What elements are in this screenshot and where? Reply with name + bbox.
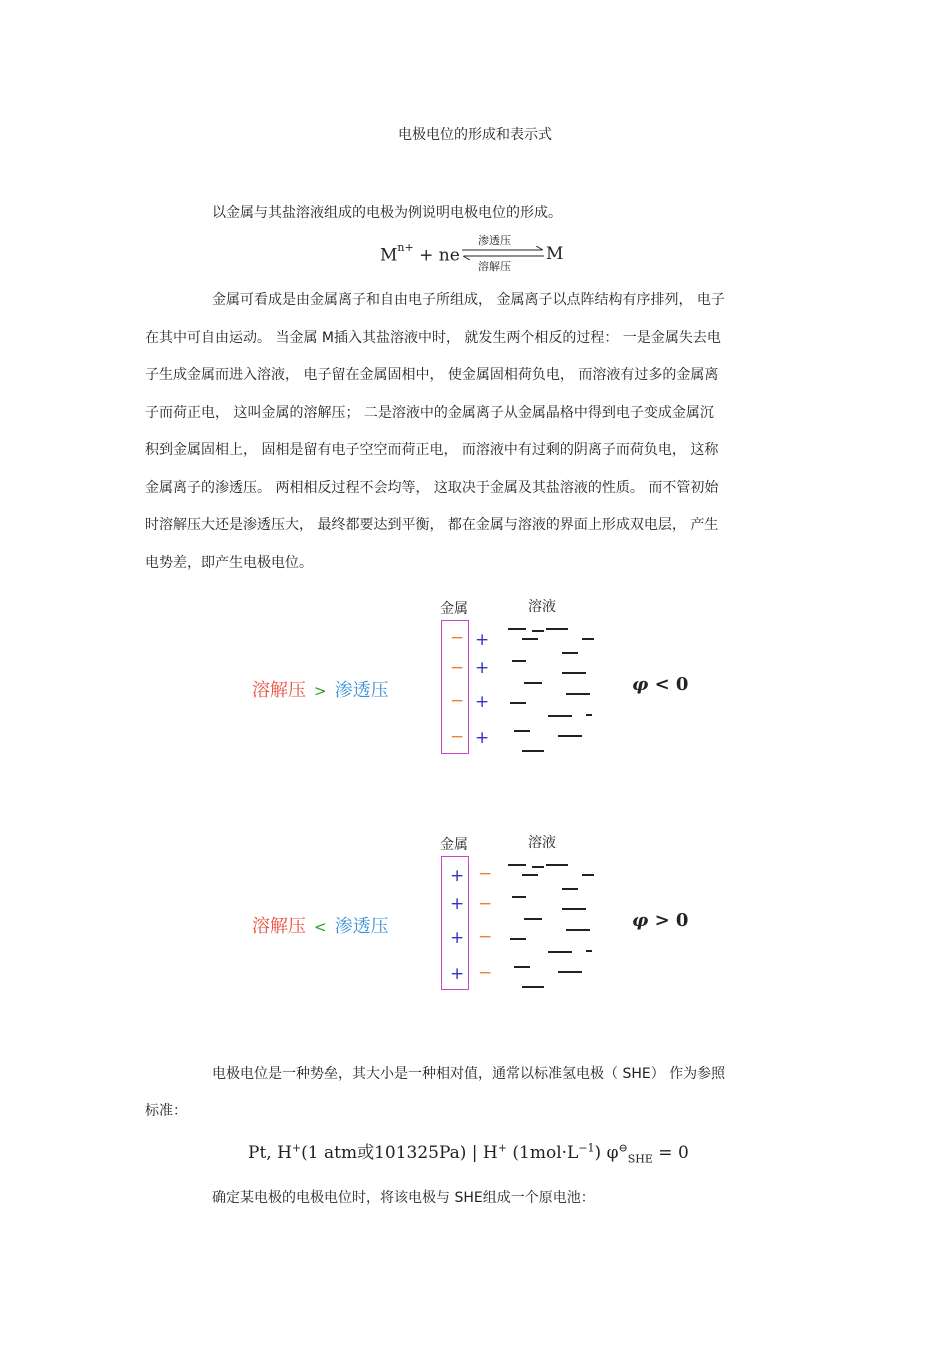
anion-mark xyxy=(566,929,590,931)
paragraph-line: 金属可看成是由金属离子和自由电子所组成， 金属离子以点阵结构有序排列， 电子 xyxy=(212,292,725,308)
metal-label: 金属 xyxy=(440,837,468,853)
solution-charge: + xyxy=(475,630,490,650)
anion-mark xyxy=(562,908,586,910)
paragraph-line: 时溶解压大还是渗透压大， 最终都要达到平衡， 都在金属与溶液的界面上形成双电层， 产生 xyxy=(145,517,719,533)
paragraph-line: 电势差，即产生电极电位。 xyxy=(145,555,313,571)
solution-charge: − xyxy=(478,963,493,983)
reaction-equation xyxy=(380,232,580,272)
anion-mark xyxy=(524,682,542,684)
closing-text: 确定某电极的电极电位时，将该电极与 SHE组成一个原电池： xyxy=(212,1190,595,1206)
metal-charge: − xyxy=(450,727,465,747)
anion-mark xyxy=(562,652,578,654)
anion-mark xyxy=(522,638,538,640)
arrow-top-label: 渗透压 xyxy=(478,234,511,247)
intro-text: 以金属与其盐溶液组成的电极为例说明电极电位的形成。 xyxy=(212,205,562,221)
metal-label: 金属 xyxy=(440,601,468,617)
reaction-left: $M^{n+}$ + ne xyxy=(380,241,460,266)
anion-mark xyxy=(510,702,526,704)
anion-mark xyxy=(522,750,544,752)
anion-mark xyxy=(508,864,526,866)
reaction-right: M xyxy=(546,244,564,264)
paragraph-line: 在其中可自由运动。 当金属 M插入其盐溶液中时， 就发生两个相反的过程： 一是金属失去电 xyxy=(145,330,721,346)
metal-charge: + xyxy=(450,866,465,886)
anion-mark xyxy=(586,950,592,952)
paragraph-2-line: 标准： xyxy=(145,1103,187,1119)
anion-mark xyxy=(512,896,526,898)
arrow-bottom-label: 溶解压 xyxy=(478,260,511,273)
potential-sign: φ > 0 xyxy=(632,910,689,931)
page-title: 电极电位的形成和表示式 xyxy=(398,127,552,143)
solution-charge: + xyxy=(475,728,490,748)
osmotic-pressure-label: 渗透压 xyxy=(334,916,389,937)
paragraph-line: 子而荷正电， 这叫金属的溶解压； 二是溶液中的金属离子从金属晶格中得到电子变成金属沉 xyxy=(145,405,714,421)
relation-operator: < xyxy=(314,918,327,936)
solution-charge: − xyxy=(478,864,493,884)
anion-mark xyxy=(510,938,526,940)
anion-mark xyxy=(512,660,526,662)
relation-operator: > xyxy=(314,682,327,700)
anion-mark xyxy=(532,630,544,632)
metal-charge: + xyxy=(450,928,465,948)
anion-mark xyxy=(522,874,538,876)
paragraph-2-line: 电极电位是一种势垒，其大小是一种相对值，通常以标准氢电极（ SHE） 作为参照 xyxy=(212,1066,726,1082)
anion-mark xyxy=(586,714,592,716)
anion-mark xyxy=(514,966,530,968)
osmotic-pressure-label: 渗透压 xyxy=(334,680,389,701)
double-layer-diagram-positive xyxy=(230,834,710,1014)
anion-mark xyxy=(508,628,526,630)
metal-charge: − xyxy=(450,691,465,711)
anion-mark xyxy=(566,693,590,695)
anion-mark xyxy=(522,986,544,988)
anion-mark xyxy=(514,730,530,732)
potential-sign: φ < 0 xyxy=(632,674,689,695)
solution-charge: − xyxy=(478,927,493,947)
metal-charge: − xyxy=(450,658,465,678)
anion-mark xyxy=(546,628,568,630)
metal-charge: + xyxy=(450,894,465,914)
anion-mark xyxy=(582,874,594,876)
she-equation: Pt, H+(1 atm或101325Pa) | H+ $(1mol\cdot L^{-1}) \varphi^⊖_{SHE} = 0$ xyxy=(248,1141,689,1166)
metal-charge: − xyxy=(450,628,465,648)
anion-mark xyxy=(562,672,586,674)
anion-mark xyxy=(558,735,582,737)
solution-label: 溶液 xyxy=(528,599,556,615)
anion-mark xyxy=(546,864,568,866)
anion-mark xyxy=(532,866,544,868)
solution-charge: + xyxy=(475,658,490,678)
anion-mark xyxy=(562,888,578,890)
solution-label: 溶液 xyxy=(528,835,556,851)
anion-mark xyxy=(524,918,542,920)
pressure-relation xyxy=(252,676,389,702)
solution-charge: − xyxy=(478,894,493,914)
pressure-relation xyxy=(252,912,389,938)
paragraph-line: 积到金属固相上， 固相是留有电子空空而荷正电， 而溶液中有过剩的阴离子而荷负电， 这称 xyxy=(145,442,719,458)
dissolution-pressure-label: 溶解压 xyxy=(252,916,306,937)
dissolution-pressure-label: 溶解压 xyxy=(252,680,306,701)
paragraph-line: 金属离子的渗透压。 两相相反过程不会均等， 这取决于金属及其盐溶液的性质。 而不管初始 xyxy=(145,480,719,496)
anion-mark xyxy=(582,638,594,640)
metal-charge: + xyxy=(450,964,465,984)
paragraph-line: 子生成金属而进入溶液， 电子留在金属固相中， 使金属固相荷负电， 而溶液有过多的金属离 xyxy=(145,367,719,383)
solution-charge: + xyxy=(475,692,490,712)
anion-mark xyxy=(548,951,572,953)
double-layer-diagram-negative xyxy=(230,598,710,778)
anion-mark xyxy=(558,971,582,973)
anion-mark xyxy=(548,715,572,717)
